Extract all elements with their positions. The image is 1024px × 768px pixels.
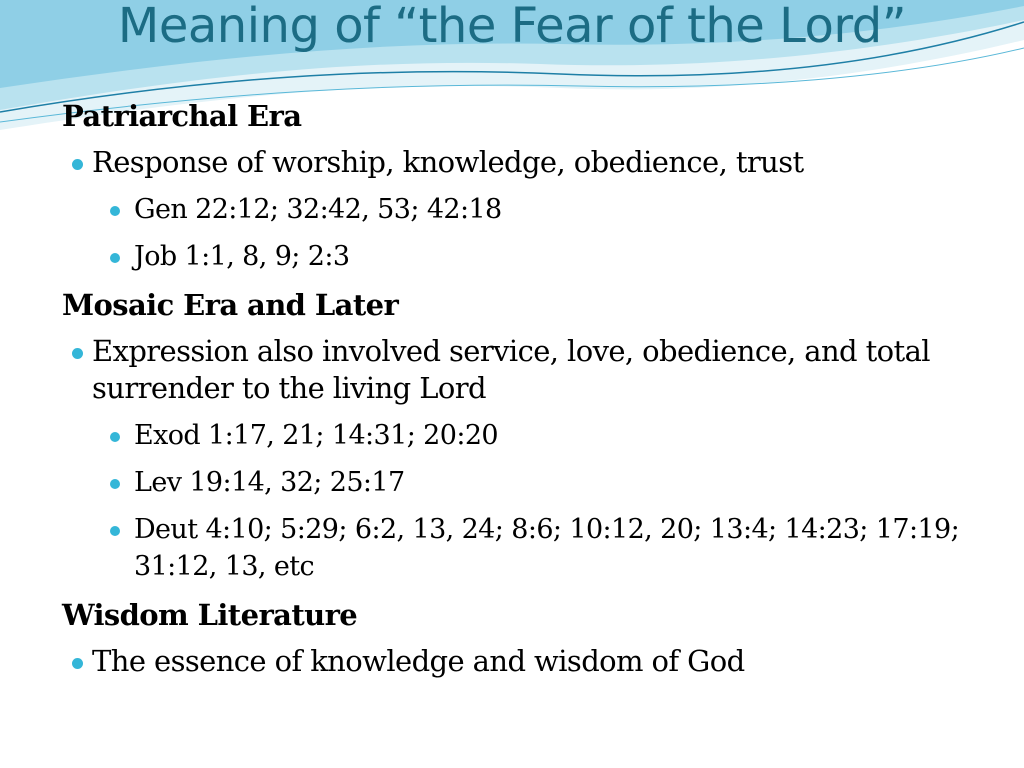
scripture-reference: Job 1:1, 8, 9; 2:3 <box>134 241 350 272</box>
bullet-dot-icon <box>110 206 120 216</box>
bullet-text: Expression also involved service, love, obedience, and total surrender to the living Lord <box>92 334 930 405</box>
scripture-reference: Gen 22:12; 32:42, 53; 42:18 <box>134 194 502 225</box>
sub-bullet-point <box>62 191 962 228</box>
bullet-text: Response of worship, knowledge, obedience, trust <box>92 145 804 179</box>
bullet-dot-icon <box>110 526 120 536</box>
section-heading-wisdom: Wisdom Literature <box>62 598 358 632</box>
section-heading-mosaic: Mosaic Era and Later <box>62 288 399 322</box>
bullet-point <box>62 144 962 181</box>
bullet-dot-icon <box>110 253 120 263</box>
sub-bullet-point <box>62 511 962 585</box>
bullet-point <box>62 643 962 680</box>
scripture-reference: Deut 4:10; 5:29; 6:2, 13, 24; 8:6; 10:12, 20; 13:4; 14:23; 17:19; 31:12, 13, etc <box>134 514 960 582</box>
page-title: Meaning of “the Fear of the Lord” <box>117 0 907 54</box>
bullet-dot-icon <box>72 159 83 170</box>
bullet-dot-icon <box>110 479 120 489</box>
bullet-text: The essence of knowledge and wisdom of God <box>92 644 745 678</box>
bullet-dot-icon <box>72 348 83 359</box>
sub-bullet-point <box>62 238 962 275</box>
bullet-dot-icon <box>110 432 120 442</box>
slide-body <box>62 96 962 690</box>
section-heading-patriarchal: Patriarchal Era <box>62 99 302 133</box>
bullet-dot-icon <box>72 658 83 669</box>
sub-bullet-point <box>62 417 962 454</box>
sub-bullet-point <box>62 464 962 501</box>
bullet-point <box>62 333 962 407</box>
scripture-reference: Lev 19:14, 32; 25:17 <box>134 467 405 498</box>
scripture-reference: Exod 1:17, 21; 14:31; 20:20 <box>134 420 498 451</box>
